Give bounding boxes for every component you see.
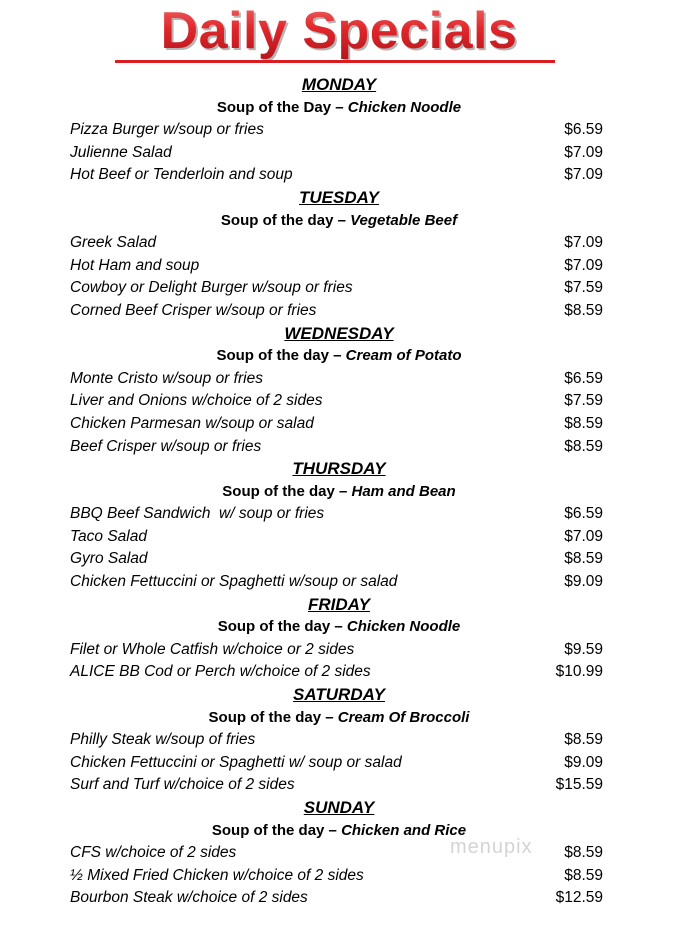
day-heading: SATURDAY [293, 685, 385, 705]
menu-item-name: Taco Salad [70, 527, 147, 545]
menu-item [0, 277, 678, 300]
watermark: menupix [450, 836, 533, 858]
day-heading: SUNDAY [303, 798, 375, 817]
menu-item-price: $7.09 [564, 256, 603, 274]
menu-item-price: $8.59 [564, 844, 603, 862]
menu-item-name: Gyro Salad [70, 550, 148, 568]
menu-item-name: Cowboy or Delight Burger w/soup or fries [70, 279, 353, 297]
menu-item-name: BBQ Beef Sandwich w/ soup or fries [70, 505, 325, 523]
menu-item-price: $8.59 [564, 866, 603, 884]
day-heading: FRIDAY [307, 594, 370, 614]
menu-item-price: $7.59 [564, 392, 603, 410]
soup-of-the-day [0, 345, 678, 368]
menu-item [0, 164, 678, 187]
menu-item-name: Chicken Fettuccini or Spaghetti w/soup or salad [70, 573, 398, 591]
menu-item [0, 752, 678, 775]
menu-item [0, 887, 678, 910]
soup-of-the-day [0, 707, 678, 730]
menu-item-price: $8.59 [564, 550, 603, 568]
soup-name: Vegetable Beef [350, 211, 458, 229]
menu-item [0, 413, 678, 436]
menu-item-name: CFS w/choice of 2 sides [70, 844, 237, 862]
menu-item [0, 526, 678, 549]
menu-item-price: $7.09 [564, 527, 603, 545]
menu-item-price: $7.09 [564, 166, 603, 184]
menu-item-name: ½ Mixed Fried Chicken w/choice of 2 sides [70, 866, 364, 884]
soup-name: Chicken Noodle [347, 98, 462, 116]
day-heading: THURSDAY [292, 459, 386, 479]
menu-item [0, 571, 678, 594]
day-heading: WEDNESDAY [284, 323, 394, 343]
menu-item-price: $10.99 [555, 663, 603, 681]
soup-of-the-day [0, 616, 678, 639]
menu-item-name: Filet or Whole Catfish w/choice or 2 sides [70, 640, 355, 658]
day-section-monday [0, 74, 678, 187]
soup-of-the-day [0, 820, 678, 843]
menu-item-price: $7.09 [564, 234, 603, 252]
menu-item [0, 232, 678, 255]
header [0, 0, 678, 66]
soup-label: Soup of the Day – [216, 98, 348, 116]
menu-item-price: $7.09 [564, 143, 603, 161]
menu-item [0, 503, 678, 526]
menu-item [0, 639, 678, 662]
soup-name: Chicken and Rice [341, 821, 467, 839]
menu-item [0, 255, 678, 278]
day-section-saturday [0, 684, 678, 797]
menu-item [0, 842, 678, 865]
soup-name: Ham and Bean [351, 482, 456, 500]
menu-item [0, 300, 678, 323]
menu-item-name: Hot Ham and soup [70, 256, 200, 274]
menu-item-name: Julienne Salad [70, 143, 172, 161]
menu-item-name: Pizza Burger w/soup or fries [70, 121, 264, 139]
menu-item [0, 119, 678, 142]
menu-item-price: $8.59 [564, 301, 603, 319]
menu-item-name: ALICE BB Cod or Perch w/choice of 2 sides [70, 663, 371, 681]
menu-item-price: $9.59 [564, 640, 603, 658]
menu-item-price: $8.59 [564, 414, 603, 432]
menu-item [0, 729, 678, 752]
soup-label: Soup of the day – [216, 347, 346, 365]
soup-name: Chicken Noodle [346, 618, 461, 636]
menu-item [0, 368, 678, 391]
menu-item-name: Chicken Fettuccini or Spaghetti w/ soup or salad [70, 753, 402, 771]
menu-item-name: Philly Steak w/soup of fries [70, 731, 256, 749]
menu-item-price: $12.59 [555, 889, 603, 907]
menu-item-name: Hot Beef or Tenderloin and soup [70, 166, 293, 184]
menu-item-name: Bourbon Steak w/choice of 2 sides [70, 889, 308, 907]
menu-item-price: $8.59 [564, 437, 603, 455]
menu-item-price: $6.59 [564, 505, 603, 523]
menu-item-name: Corned Beef Crisper w/soup or fries [70, 301, 317, 319]
menu-item-price: $7.59 [564, 279, 603, 297]
soup-of-the-day [0, 481, 678, 504]
day-section-sunday [0, 797, 678, 910]
menu-item [0, 548, 678, 571]
menu-item-name: Greek Salad [70, 234, 157, 252]
menu-item [0, 661, 678, 684]
menu-item-name: Monte Cristo w/soup or fries [70, 369, 263, 387]
soup-name: Cream of Potato [345, 347, 462, 365]
soup-label: Soup of the day – [211, 821, 342, 839]
menu-item-price: $9.09 [564, 753, 603, 771]
menu-item-price: $9.09 [564, 573, 603, 591]
menu-item-name: Liver and Onions w/choice of 2 sides [70, 392, 323, 410]
menu-item-price: $15.59 [555, 776, 603, 794]
menu-item [0, 142, 678, 165]
page-title: Daily Specials [160, 2, 518, 60]
menu-item [0, 865, 678, 888]
day-section-thursday [0, 458, 678, 594]
menu-item-price: $6.59 [564, 369, 603, 387]
menu-item-price: $8.59 [564, 731, 603, 749]
soup-of-the-day [0, 97, 678, 120]
menu-item-price: $6.59 [564, 121, 603, 139]
day-heading: MONDAY [301, 75, 377, 94]
menu-item-name: Surf and Turf w/choice of 2 sides [70, 776, 295, 794]
menu-item-name: Chicken Parmesan w/soup or salad [70, 414, 314, 432]
soup-of-the-day [0, 210, 678, 233]
title-underline [115, 60, 555, 63]
day-section-tuesday [0, 187, 678, 323]
day-section-wednesday [0, 323, 678, 459]
soup-label: Soup of the day – [217, 618, 347, 636]
menu-item-name: Beef Crisper w/soup or fries [70, 437, 262, 455]
menu-item [0, 436, 678, 459]
day-heading: TUESDAY [299, 187, 379, 207]
menu-item [0, 390, 678, 413]
specials-menu [0, 74, 678, 910]
day-section-friday [0, 594, 678, 684]
soup-label: Soup of the day – [222, 482, 352, 500]
soup-label: Soup of the day – [220, 211, 351, 229]
menu-item [0, 774, 678, 797]
soup-label: Soup of the day – [208, 708, 338, 726]
soup-name: Cream Of Broccoli [337, 708, 470, 726]
